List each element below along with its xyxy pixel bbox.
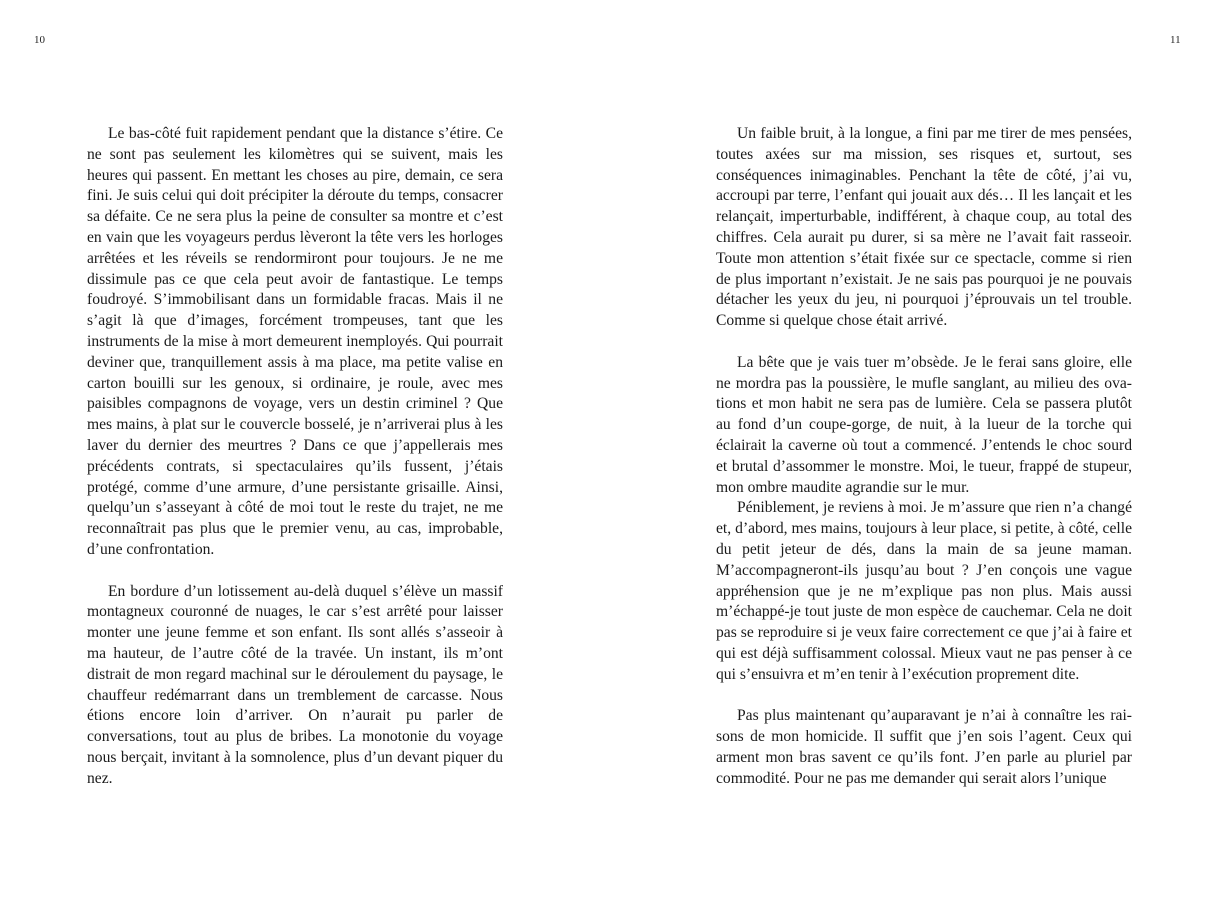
paragraph: Le bas-côté fuit rapidement pendant que la distance s’étire. Ce ne sont pas seulement les kilomètres qui se suivent, mais les heures qui passent. En mettant les choses au pire, demain, ce sera fini. Je suis celui qui doit précipiter la déroute du temps, consacrer sa défaite. Ce ne sera plus la peine de consulter sa montre et c’est en vain que les voyageurs perdus lèveront la tête vers les horloges arrêtées et les réveils se rendormiront pour toujours. Je ne me dissimule pas ce que cela peut avoir de fantastique. Le temps foudroyé. S’immobilisant dans un formidable fracas. Mais il ne s’agit là que d’images, forcément trompeuses, tant que les instruments de la mise à mort demeurent inemployés. Qui pourrait deviner que, tranquillement assis à ma place, ma petite valise en carton bouilli sur les genoux, si ordinaire, je roule, avec mes paisibles compagnons de voyage, vers un destin criminel ? Que mes mains, à plat sur le couvercle bosselé, je n’arriverai plus à les laver du dernier des meurtres ? Dans ce que j’appellerais mes précédents contrats, si spectaculaires qu’ils fussent, j’étais protégé, comme d’une armure, d’une persistante grisaille. Ainsi, quelqu’un s’asseyant à côté de moi tout le reste du trajet, ne me reconnaîtrait pas plus que le premier venu, au cas, improbable, d’une confrontation. bbox=[87, 125, 503, 558]
paragraph: La bête que je vais tuer m’obsède. Je le ferai sans gloire, elle ne mordra pas la poussière, le mufle sanglant, au milieu des ovations et mon habit ne sera pas de lumière. Cela se passera plutôt au fond d’un coupe-gorge, de nuit, à la lueur de la torche qui éclairait la caverne où tout a commencé. J’entends le choc sourd et brutal d’assommer le monstre. Moi, le tueur, frappé de stupeur, mon ombre maudite agrandie sur le mur. bbox=[716, 353, 1132, 496]
right-page-body bbox=[716, 124, 1132, 790]
left-page-body bbox=[87, 124, 503, 790]
page-number-left: 10 bbox=[34, 34, 45, 46]
paragraph: Pas plus maintenant qu’auparavant je n’ai à connaître les raisons de mon homicide. Il suffit que j’en sois l’agent. Ceux qui arment mon bras savent ce qu’ils font. J’en parle au pluriel par commodité. Pour ne pas me demander qui serait alors l’unique bbox=[716, 707, 1132, 787]
paragraph: Un faible bruit, à la longue, a fini par me tirer de mes pensées, toutes axées sur ma mission, ses risques et, surtout, ses conséquences inimaginables. Penchant la tête de côté, j’ai vu, accroupi par terre, l’enfant qui jouait aux dés… Il les lançait et les relançait, imperturbable, indifférent, à chaque coup, au total des chiffres. Cela aurait pu durer, si sa mère ne l’avait fait rasseoir. Toute mon attention s’était fixée sur ce spectacle, comme si rien de plus important n’existait. Je ne sais pas pourquoi je ne pouvais détacher les yeux du jeu, ni pourquoi j’éprouvais un tel trouble. Comme si quelque chose était arrivé. bbox=[716, 125, 1132, 330]
page-number-right: 11 bbox=[1170, 34, 1181, 46]
paragraph: Péniblement, je reviens à moi. Je m’assure que rien n’a changé et, d’abord, mes mains, toujours à leur place, si petite, à côté, celle du petit jeteur de dés, dans la main de sa jeune maman. M’accompagneront-ils jusqu’au bout ? J’en conçois une vague appréhension que je ne m’explique pas non plus. Mais aussi m’échappé-je tout juste de mon espèce de cauchemar. Cela ne doit pas se reproduire si je veux faire correctement ce que j’ai à faire et qui est déjà suffisamment colossal. Mieux vaut ne pas penser à ce qui s’ensuivra et m’en tenir à l’exécution proprement dite. bbox=[716, 499, 1132, 683]
paragraph: En bordure d’un lotissement au-delà duquel s’élève un massif montagneux couronné de nuages, le car s’est arrêté pour laisser monter une jeune femme et son enfant. Ils sont allés s’asseoir à ma hauteur, de l’autre côté de la travée. Un instant, ils m’ont distrait de mon regard machinal sur le déroulement du paysage, le chauffeur redémarrant dans un tremblement de carcasse. Nous étions encore loin d’arriver. On n’aurait pu parler de conversations, tout au plus de bribes. La monotonie du voyage nous berçait, invitant à la somnolence, plus d’un devant piquer du nez. bbox=[87, 582, 503, 787]
